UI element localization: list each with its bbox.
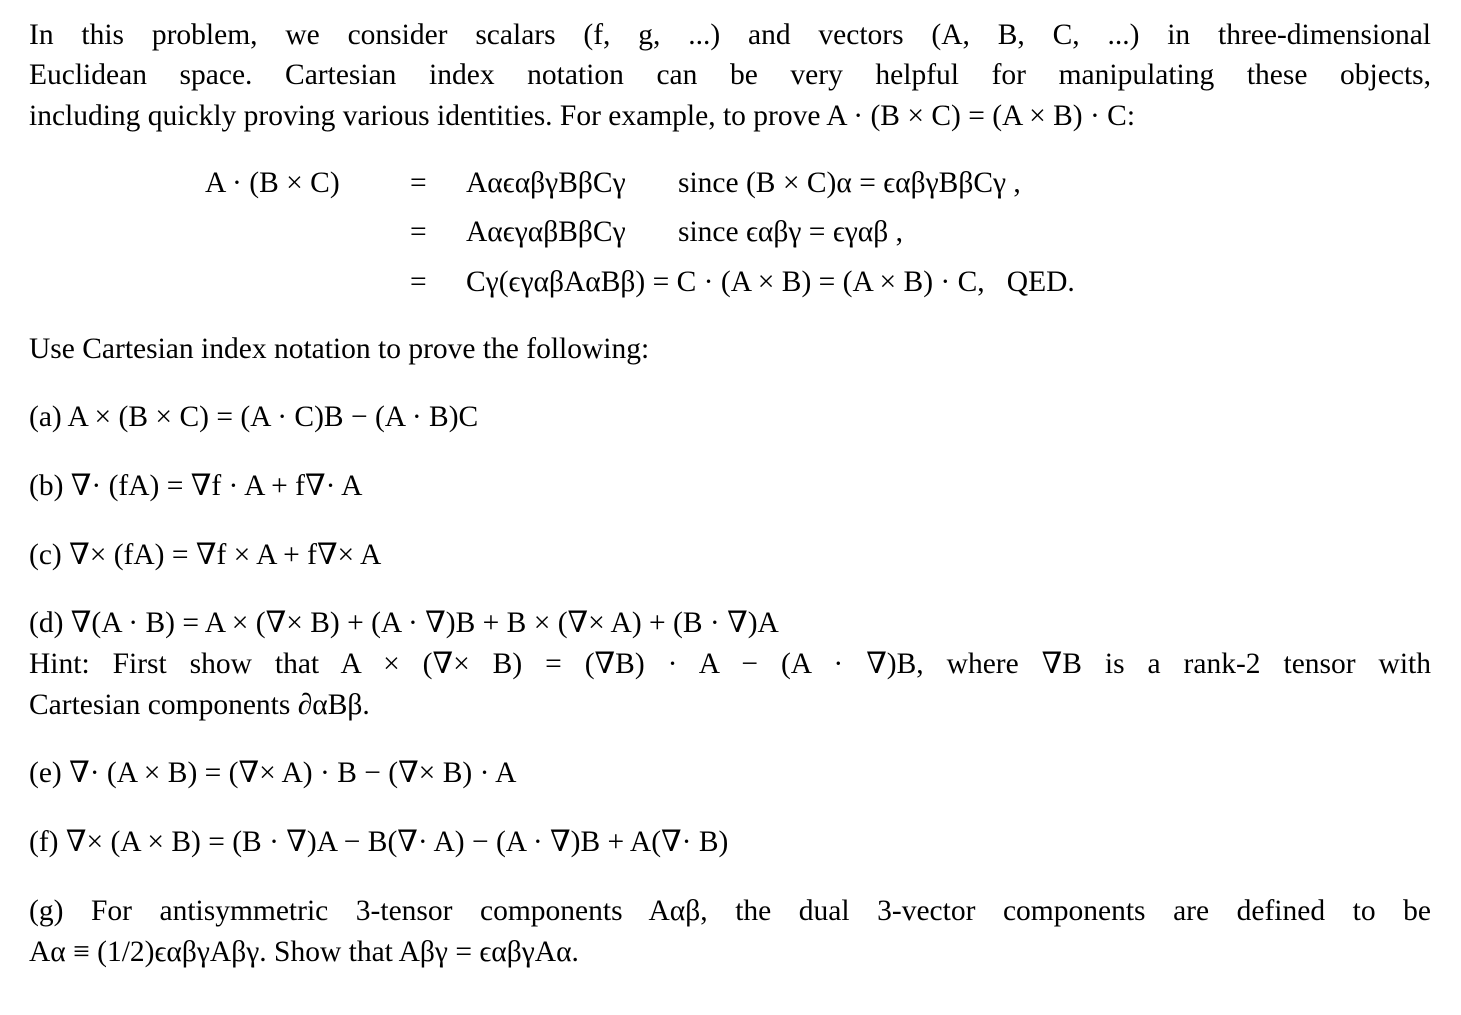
- problem-f: (f) ∇× (A × B) = (B · ∇)A − B(∇· A) − (A · ∇)B + A(∇· B): [29, 826, 729, 858]
- problem-b: (b) ∇· (fA) = ∇f · A + f∇· A: [29, 470, 363, 502]
- example-row3-rhs: Cγ(ϵγαβAαBβ) = C · (A × B) = (A × B) · C, QED.: [466, 266, 1075, 298]
- example-lhs: A · (B × C): [205, 167, 340, 199]
- instruction-text: Use Cartesian index notation to prove the following:: [29, 333, 650, 365]
- intro-line-1: In this problem, we consider scalars (f, g, ...) and vectors (A, B, C, ...) in three-dimensional: [29, 19, 1431, 51]
- intro-line-3: including quickly proving various identities. For example, to prove A · (B × C) = (A × B) · C:: [29, 100, 1136, 132]
- example-row1-rhs: AαϵαβγBβCγ: [466, 167, 626, 199]
- example-row2-rhs: AαϵγαβBβCγ: [466, 216, 626, 248]
- example-row3-equals: =: [410, 266, 427, 298]
- problem-a: (a) A × (B × C) = (A · C)B − (A · B)C: [29, 401, 479, 433]
- problem-d-hint-line-1: Hint: First show that A × (∇× B) = (∇B) · A − (A · ∇)B, where ∇B is a rank-2 tensor with: [29, 648, 1431, 680]
- problem-d: (d) ∇(A · B) = A × (∇× B) + (A · ∇)B + B × (∇× A) + (B · ∇)A: [29, 607, 779, 639]
- problem-c: (c) ∇× (fA) = ∇f × A + f∇× A: [29, 539, 382, 571]
- intro-line-2: Euclidean space. Cartesian index notation can be very helpful for manipulating these objects,: [29, 59, 1431, 91]
- example-row2-note: since ϵαβγ = ϵγαβ ,: [678, 216, 904, 248]
- example-row2-equals: =: [410, 216, 427, 248]
- problem-d-hint-line-2: Cartesian components ∂αBβ.: [29, 689, 370, 721]
- problem-g-line-1: (g) For antisymmetric 3-tensor components Aαβ, the dual 3-vector components are defined to be: [29, 895, 1431, 927]
- problem-e: (e) ∇· (A × B) = (∇× A) · B − (∇× B) · A: [29, 757, 517, 789]
- example-row1-note: since (B × C)α = ϵαβγBβCγ ,: [678, 167, 1021, 199]
- problem-g-line-2: Aα ≡ (1/2)ϵαβγAβγ. Show that Aβγ = ϵαβγAα.: [29, 936, 579, 968]
- example-row1-equals: =: [410, 167, 427, 199]
